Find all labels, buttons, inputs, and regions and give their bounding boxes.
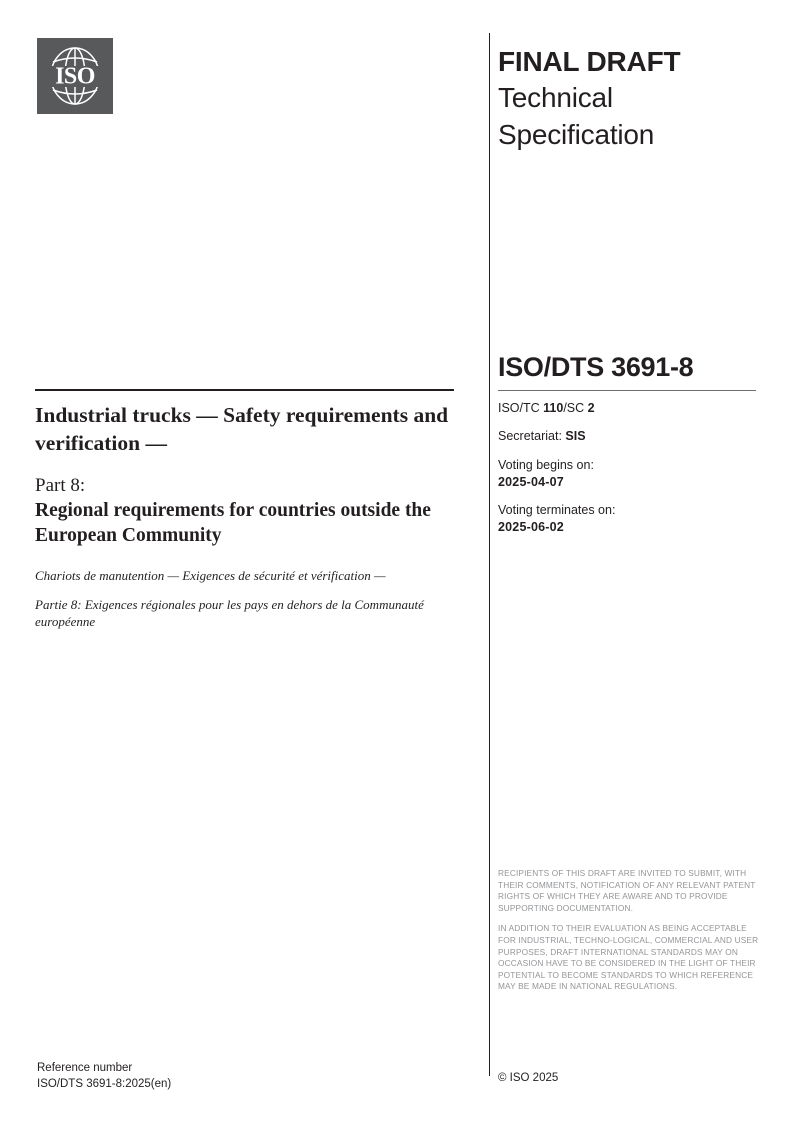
notice-paragraph-2: IN ADDITION TO THEIR EVALUATION AS BEING ACCEPTABLE FOR INDUSTRIAL, TECHNO-LOGICAL, COMMERCIAL AND USER PURPOSES, DRAFT INTERNATIONAL STANDARDS MAY ON OCCASION HAVE TO BE CONSIDERED IN THE LIGHT OF THEIR POTENTIAL TO BECOME STANDARDS TO WHICH REFERENCE MAY BE MADE IN NATIONAL REGULATIONS. [498,923,759,992]
divider-left [35,389,454,391]
page-title: Industrial trucks — Safety requirements and verification — [35,403,449,455]
iso-logo [37,38,113,114]
document-type-line-1: FINAL DRAFT [498,46,681,77]
document-type-line-3: Specification [498,118,655,150]
secretariat-value: SIS [565,429,586,444]
committee-row [498,400,768,417]
secretariat-label: Secretariat: [498,429,566,444]
voting-begins-row [498,457,768,492]
voting-terminates-row [498,502,768,537]
document-type-heading [498,44,778,153]
notice-paragraph-1: RECIPIENTS OF THIS DRAFT ARE INVITED TO SUBMIT, WITH THEIR COMMENTS, NOTIFICATION OF ANY RELEVANT PATENT RIGHTS OF WHICH THEY ARE AWARE AND TO PROVIDE SUPPORTING DOCUMENTATION. [498,868,756,913]
voting-terminates-date: 2025-06-02 [498,520,564,535]
column-divider [489,33,490,1076]
reference-number-value: ISO/DTS 3691-8:2025(en) [37,1078,172,1091]
secretariat-row [498,428,768,445]
voting-terminates-label: Voting terminates on: [498,503,616,517]
voting-begins-date: 2025-04-07 [498,474,564,489]
part-number: Part 8: [35,474,86,496]
committee-number: 110 [543,401,564,415]
subcommittee-prefix: /SC [563,401,588,415]
title-block [35,402,455,631]
voting-begins-label: Voting begins on: [498,457,594,472]
document-number: ISO/DTS 3691-8 [498,352,694,382]
committee-prefix: ISO/TC [498,401,544,415]
document-type-line-2: Technical [498,82,613,114]
copyright-notice: © ISO 2025 [498,1072,559,1084]
svg-text:ISO: ISO [55,63,95,90]
document-metadata [498,400,768,537]
divider-right [498,390,756,391]
reference-number-block [37,1060,171,1093]
part-title: Regional requirements for countries outside the European Community [35,499,431,547]
french-title: Chariots de manutention — Exigences de sécurité et vérification — [35,567,386,583]
draft-notice [498,868,760,993]
french-part-title: Partie 8: Exigences régionales pour les pays en dehors de la Communauté européenne [35,596,424,630]
reference-number-label: Reference number [37,1062,133,1074]
subcommittee-number: 2 [587,401,595,415]
